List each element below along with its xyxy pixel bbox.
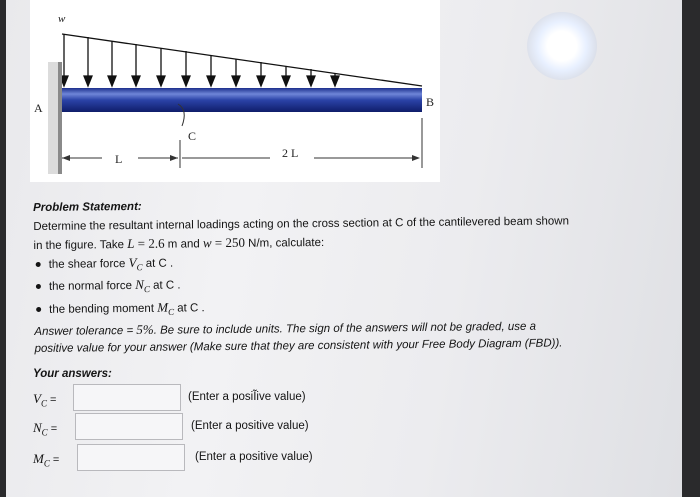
label-c: C [188, 129, 197, 143]
beam-diagram [30, 0, 440, 182]
moment-label: $M_C$ = [33, 451, 60, 469]
moment-hint: (Enter a positive value) [195, 451, 313, 463]
task-normal-force: the normal force $N_C$ at C . [34, 271, 664, 300]
beam-figure [30, 0, 440, 182]
light-glare [527, 12, 597, 80]
shear-force-input[interactable] [73, 384, 181, 411]
problem-heading: Problem Statement: [33, 200, 142, 214]
label-a: A [34, 101, 43, 115]
normal-label: $N_C$ = [33, 420, 58, 438]
answer-row-moment [33, 444, 453, 474]
tolerance-line-1: Answer tolerance = 5%. Be sure to include units. The sign of the answers will not be graded, use a [34, 320, 537, 338]
dim-label-2l: 2 L [282, 146, 299, 160]
task-shear-force: the shear force $V_C$ at C . [34, 248, 664, 277]
shear-hint: (Enter a posiĨive value) [188, 391, 306, 403]
var-w: w [202, 235, 212, 251]
load-line [62, 34, 422, 86]
shear-label: $V_C$ = [33, 391, 57, 409]
beam [62, 88, 422, 112]
var-l: L [127, 235, 135, 252]
answer-row-normal [33, 413, 453, 443]
tolerance-line-2: positive value for your answer (Make sure that they are consistent with your Free Body Diagram (FBD)). [34, 337, 563, 355]
answer-row-shear [33, 384, 453, 414]
load-arrows [60, 34, 339, 86]
task-bending-moment: the bending moment $M_C$ at C . [34, 293, 664, 322]
answers-heading: Your answers: [33, 368, 112, 380]
problem-statement [33, 193, 665, 357]
answers-section [33, 368, 453, 469]
normal-force-input[interactable] [75, 413, 183, 440]
tolerance-value: 5% [136, 321, 154, 337]
task-list [34, 248, 665, 321]
problem-line-2: in the figure. Take L = 2.6 m and w = 250 N/m, calculate: [33, 234, 325, 252]
normal-hint: (Enter a positive value) [191, 420, 309, 432]
load-value: 250 [225, 234, 246, 250]
dim-label-l: L [115, 152, 123, 166]
bending-moment-input[interactable] [77, 444, 185, 471]
label-b: B [426, 95, 435, 109]
problem-line-1: Determine the resultant internal loadings acting on the cross section at C of the cantilevered beam shown [33, 215, 570, 233]
length-value: 2.6 [148, 235, 165, 251]
load-label: w [58, 13, 66, 25]
